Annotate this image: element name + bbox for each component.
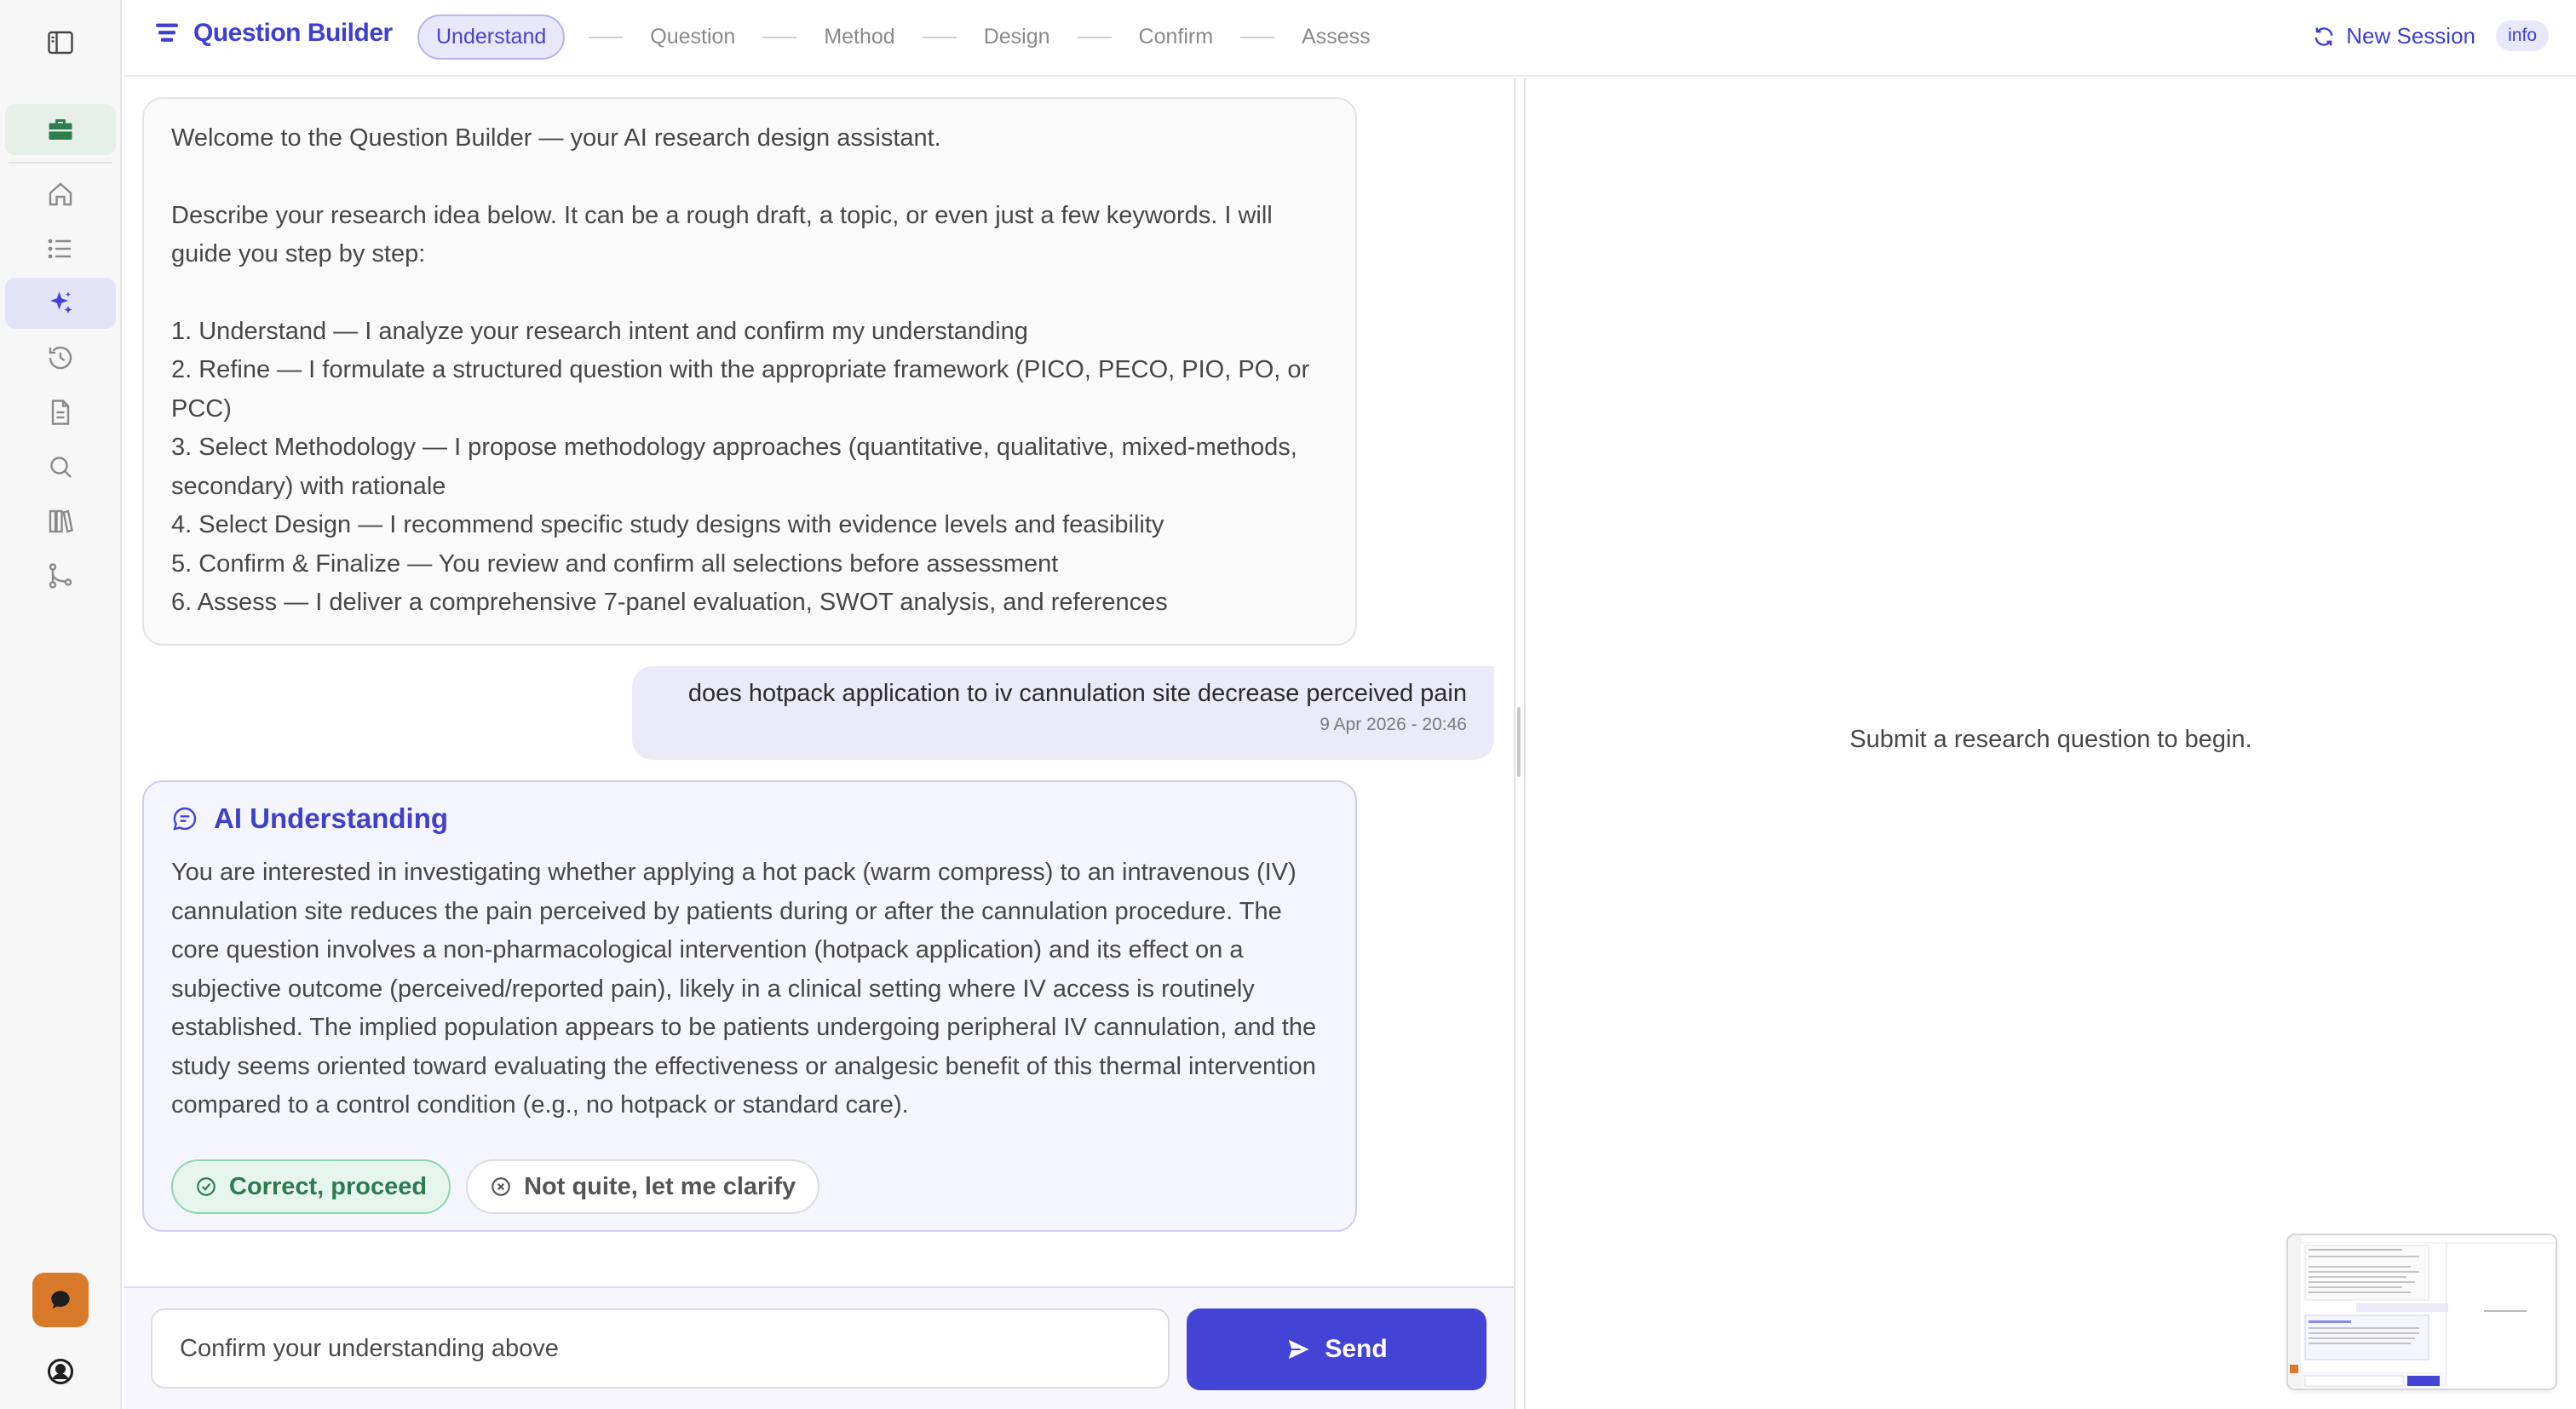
list-icon xyxy=(45,233,76,264)
message-timestamp: 9 Apr 2026 - 20:46 xyxy=(1320,715,1467,734)
welcome-step: 1. Understand — I analyze your research intent and confirm my understanding xyxy=(171,317,1028,345)
search-icon xyxy=(45,451,76,482)
welcome-step: 5. Confirm & Finalize — You review and confirm all selections before assessment xyxy=(171,549,1059,578)
welcome-intro: Welcome to the Question Builder — your AI research design assistant. xyxy=(171,124,941,152)
welcome-step: 6. Assess — I deliver a comprehensive 7-panel evaluation, SWOT analysis, and references xyxy=(171,589,1168,616)
nav-question-builder[interactable] xyxy=(5,278,116,329)
account-icon xyxy=(45,1356,76,1387)
branch-icon xyxy=(45,561,76,591)
user-message-text: does hotpack application to iv cannulation site decrease perceived pain xyxy=(687,680,1467,707)
ai-understanding-card xyxy=(142,780,1357,1232)
nav-home[interactable] xyxy=(5,169,116,220)
step-connector xyxy=(1078,37,1112,38)
confirm-proceed-label: Correct, proceed xyxy=(229,1172,428,1200)
left-sidebar xyxy=(0,0,122,1409)
layers-icon xyxy=(152,19,181,48)
history-icon xyxy=(45,342,76,373)
home-icon xyxy=(45,179,76,210)
send-icon xyxy=(1285,1337,1311,1362)
welcome-step: 2. Refine — I formulate a structured question with the appropriate framework (PICO, PECO, PIO, PO, or PCC) xyxy=(171,356,1310,423)
step-connector xyxy=(1240,37,1274,38)
welcome-step: 3. Select Methodology — I propose methodology approaches (quantitative, qualitative, mixed-methods, secondary) with rationale xyxy=(171,434,1297,500)
user-message xyxy=(632,666,1494,760)
check-circle-icon xyxy=(195,1176,217,1198)
welcome-instructions: Describe your research idea below. It can be a rough draft, a topic, or even just a few keywords. I will guide you step by step: xyxy=(171,201,1273,267)
step-connector xyxy=(589,37,623,38)
empty-state-message: Submit a research question to begin. xyxy=(1849,726,2252,753)
chat-bubble-icon xyxy=(171,805,198,832)
top-bar xyxy=(124,0,2576,77)
sidebar-toggle-icon xyxy=(45,27,76,58)
nav-search[interactable] xyxy=(5,441,116,492)
nav-list[interactable] xyxy=(5,223,116,274)
sparkle-icon xyxy=(45,288,76,319)
chat-button[interactable] xyxy=(32,1273,89,1327)
step-confirm[interactable]: Confirm xyxy=(1138,25,1214,49)
sidebar-toggle-button[interactable] xyxy=(5,17,116,68)
send-label: Send xyxy=(1325,1335,1388,1363)
sidebar-divider xyxy=(9,162,112,164)
nav-documents[interactable] xyxy=(5,387,116,438)
app-title: Question Builder xyxy=(193,19,393,47)
library-icon xyxy=(45,506,76,537)
confirm-proceed-button[interactable] xyxy=(171,1159,451,1214)
minimap-preview xyxy=(2288,1235,2557,1390)
workspace-button[interactable] xyxy=(5,104,116,155)
nav-branches[interactable] xyxy=(5,550,116,601)
resize-handle[interactable] xyxy=(1517,707,1521,777)
step-assess[interactable]: Assess xyxy=(1302,25,1371,49)
chat-icon xyxy=(47,1286,74,1314)
step-method[interactable]: Method xyxy=(824,25,895,49)
clarify-label: Not quite, let me clarify xyxy=(524,1172,796,1200)
message-input[interactable]: Confirm your understanding above xyxy=(151,1308,1170,1389)
new-session-label: New Session xyxy=(2346,23,2475,49)
document-icon xyxy=(45,397,76,428)
page-minimap[interactable] xyxy=(2286,1234,2557,1390)
brand xyxy=(152,19,393,48)
nav-history[interactable] xyxy=(5,332,116,383)
clarify-button[interactable] xyxy=(466,1159,819,1214)
results-panel xyxy=(1526,78,2576,1409)
info-badge[interactable]: info xyxy=(2496,20,2549,51)
step-connector xyxy=(762,37,796,38)
x-circle-icon xyxy=(490,1176,512,1198)
chat-thread xyxy=(124,78,1514,1286)
ai-understanding-body: You are interested in investigating whether applying a hot pack (warm compress) to an intravenous (IV) cannulation site reduces the pain perceived by patients during or after the cannulation procedure. The core question involves a non-pharmacological intervention (hotpack application) and its effect on a subjective outcome (perceived/reported pain), likely in a clinical setting where IV access is routinely established. The implied population appears to be patients undergoing peripheral IV cannulation, and the study seems oriented toward evaluating the effectiveness or analgesic benefit of this thermal intervention compared to a control condition (e.g., no hotpack or standard care). xyxy=(171,859,1317,1119)
welcome-message xyxy=(142,97,1357,646)
step-question[interactable]: Question xyxy=(650,25,736,49)
composer xyxy=(124,1286,1514,1409)
step-understand[interactable]: Understand xyxy=(417,14,565,60)
new-session-button[interactable] xyxy=(2312,23,2475,49)
step-design[interactable]: Design xyxy=(983,25,1050,49)
account-button[interactable] xyxy=(42,1353,79,1390)
refresh-icon xyxy=(2312,25,2336,49)
ai-understanding-title: AI Understanding xyxy=(214,802,449,834)
send-button[interactable] xyxy=(1187,1308,1486,1390)
welcome-step: 4. Select Design — I recommend specific study designs with evidence levels and feasibility xyxy=(171,511,1164,538)
briefcase-icon xyxy=(45,114,76,145)
nav-library[interactable] xyxy=(5,496,116,547)
step-connector xyxy=(923,37,957,38)
stepper xyxy=(417,14,1374,60)
